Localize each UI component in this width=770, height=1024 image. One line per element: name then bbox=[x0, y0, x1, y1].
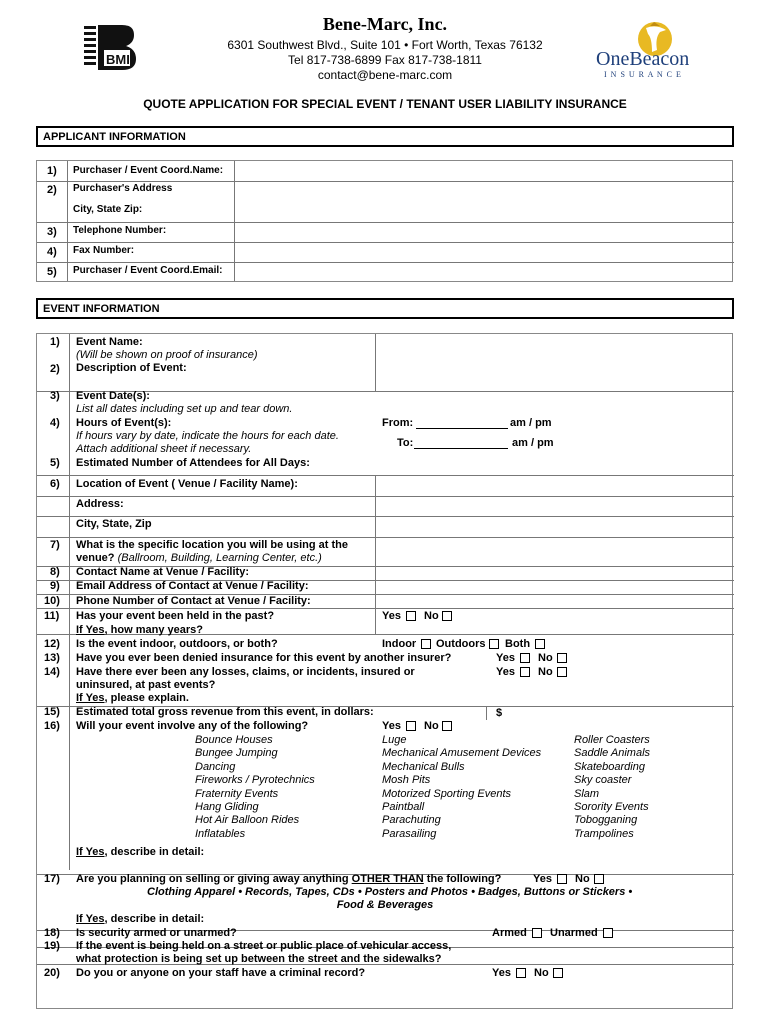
q8-label: Contact Name at Venue / Facility: bbox=[76, 566, 249, 578]
activity-item: Dancing bbox=[195, 760, 236, 773]
activity-item: Skateboarding bbox=[574, 760, 645, 773]
event-name-input[interactable] bbox=[376, 334, 732, 390]
q17-followup bbox=[76, 913, 204, 925]
q11-yes-label: Yes bbox=[382, 610, 401, 622]
activity-item: Mosh Pits bbox=[382, 774, 431, 787]
outdoors-label: Outdoors bbox=[436, 638, 486, 650]
q3-number: 3) bbox=[50, 390, 60, 402]
fax-input[interactable] bbox=[235, 242, 731, 261]
q20-yes-checkbox[interactable] bbox=[516, 968, 526, 978]
q7-label: What is the specific location you will be using at the bbox=[76, 539, 348, 551]
q14-no-checkbox[interactable] bbox=[557, 667, 567, 677]
q1-label: Event Name: bbox=[76, 336, 143, 348]
row-number: 4) bbox=[47, 246, 57, 258]
activity-item: Parachuting bbox=[382, 814, 441, 827]
activity-item: Paintball bbox=[382, 801, 425, 814]
both-label: Both bbox=[505, 638, 531, 650]
activity-item: Bounce Houses bbox=[195, 734, 273, 746]
applicant-heading: APPLICANT INFORMATION bbox=[36, 126, 734, 147]
q14-followup bbox=[76, 692, 189, 704]
q4-number: 4) bbox=[50, 417, 60, 429]
q11-no-checkbox[interactable] bbox=[442, 611, 452, 621]
q14-label-2: uninsured, at past events? bbox=[76, 679, 216, 691]
activity-item: Hang Gliding bbox=[195, 801, 259, 814]
q7-label-2 bbox=[76, 552, 322, 564]
q5-number: 5) bbox=[50, 457, 60, 469]
activity-item: Inflatables bbox=[195, 827, 246, 840]
indoor-checkbox[interactable] bbox=[421, 639, 431, 649]
q17-no-checkbox[interactable] bbox=[594, 874, 604, 884]
q19-label-2: what protection is being set up between the street and the sidewalks? bbox=[76, 953, 442, 965]
q16-followup bbox=[76, 846, 204, 858]
q18-label: Is security armed or unarmed? bbox=[76, 927, 237, 939]
to-label: To: bbox=[397, 437, 414, 449]
activities-col-3 bbox=[574, 734, 650, 841]
revenue-input[interactable] bbox=[505, 705, 731, 720]
q13-yes-label: Yes bbox=[496, 652, 515, 664]
q7-number: 7) bbox=[50, 539, 60, 551]
q14-followup-text: , please explain. bbox=[104, 692, 189, 704]
q4-note1: If hours vary by date, indicate the hours for each date. bbox=[76, 430, 339, 442]
q7-venue: venue? bbox=[76, 552, 115, 564]
activity-item: Mechanical Bulls bbox=[382, 760, 465, 773]
q17-label bbox=[76, 873, 501, 885]
q2-label: Description of Event: bbox=[76, 362, 187, 374]
activity-item: Luge bbox=[382, 734, 407, 746]
q17-other-than: OTHER THAN bbox=[351, 873, 424, 885]
q11-yes-checkbox[interactable] bbox=[406, 611, 416, 621]
activity-item: Saddle Animals bbox=[574, 747, 651, 760]
activity-item: Roller Coasters bbox=[574, 734, 650, 746]
q1-number: 1) bbox=[50, 336, 60, 348]
q17-number: 17) bbox=[44, 873, 60, 885]
from-label: From: bbox=[382, 417, 414, 429]
q20-label: Do you or anyone on your staff have a criminal record? bbox=[76, 967, 366, 979]
field-label: Fax Number: bbox=[73, 245, 135, 256]
q13-number: 13) bbox=[44, 652, 60, 664]
q13-yes-checkbox[interactable] bbox=[520, 653, 530, 663]
field-label: City, State Zip: bbox=[73, 204, 143, 215]
q7-note: (Ballroom, Building, Learning Center, etc.) bbox=[117, 552, 322, 564]
q8-number: 8) bbox=[50, 566, 60, 578]
indoor-label: Indoor bbox=[382, 638, 417, 650]
q16-label: Will your event involve any of the following? bbox=[76, 720, 309, 732]
q17-post: the following? bbox=[423, 873, 502, 885]
activities-col-1 bbox=[195, 734, 315, 841]
q10-number: 10) bbox=[44, 595, 60, 607]
q11-followup bbox=[76, 624, 203, 636]
q17-items-2: Food & Beverages bbox=[336, 899, 434, 911]
q3-label: Event Date(s): bbox=[76, 390, 150, 402]
q12-label: Is the event indoor, outdoors, or both? bbox=[76, 638, 278, 650]
field-label: Telephone Number: bbox=[73, 225, 167, 236]
q16-no-checkbox[interactable] bbox=[442, 721, 452, 731]
q15-label: Estimated total gross revenue from this event, in dollars: bbox=[76, 706, 374, 718]
revenue-dollar: $ bbox=[496, 707, 503, 719]
q4-label: Hours of Event(s): bbox=[76, 417, 172, 429]
q17-yes-checkbox[interactable] bbox=[557, 874, 567, 884]
to-ampm: am / pm bbox=[512, 437, 554, 449]
company-phone: Tel 817-738-6899 Fax 817-738-1811 bbox=[288, 53, 482, 67]
activity-item: Hot Air Balloon Rides bbox=[195, 814, 300, 827]
q17-yes-label: Yes bbox=[533, 873, 552, 885]
activity-item: Slam bbox=[574, 787, 600, 800]
field-label: Purchaser / Event Coord.Name: bbox=[73, 165, 224, 176]
q13-no-label: No bbox=[538, 652, 553, 664]
q17-no-label: No bbox=[575, 873, 590, 885]
q16-yes-checkbox[interactable] bbox=[406, 721, 416, 731]
q9-label: Email Address of Contact at Venue / Facility: bbox=[76, 580, 309, 592]
purchaser-city-input[interactable] bbox=[235, 201, 731, 221]
activity-item: Fraternity Events bbox=[195, 787, 279, 800]
q11-if-yes: If Yes bbox=[76, 624, 105, 636]
q14-number: 14) bbox=[44, 666, 60, 678]
activity-item: Mechanical Amusement Devices bbox=[382, 747, 542, 760]
q10-label: Phone Number of Contact at Venue / Facility: bbox=[76, 595, 311, 607]
q5-label: Estimated Number of Attendees for All Days: bbox=[76, 457, 310, 469]
q4-note2: Attach additional sheet if necessary. bbox=[76, 443, 252, 455]
company-address: 6301 Southwest Blvd., Suite 101 • Fort Worth, Texas 76132 bbox=[227, 38, 543, 52]
q14-yes-label: Yes bbox=[496, 666, 515, 678]
q20-no-checkbox[interactable] bbox=[553, 968, 563, 978]
q17-pre: Are you planning on selling or giving away anything bbox=[76, 873, 352, 885]
event-heading: EVENT INFORMATION bbox=[36, 298, 734, 319]
svg-text:BMI: BMI bbox=[106, 52, 130, 67]
q16-number: 16) bbox=[44, 720, 60, 732]
q14-if-yes: If Yes bbox=[76, 692, 105, 704]
q11-no-label: No bbox=[424, 610, 439, 622]
q3-note: List all dates including set up and tear down. bbox=[76, 403, 293, 415]
q19-label: If the event is being held on a street or public place of vehicular access, bbox=[76, 940, 452, 952]
purchaser-address-input[interactable] bbox=[235, 181, 731, 201]
outdoors-checkbox[interactable] bbox=[489, 639, 499, 649]
company-email: contact@bene-marc.com bbox=[317, 68, 453, 82]
row-number: 1) bbox=[47, 165, 57, 177]
row-number: 2) bbox=[47, 184, 57, 196]
q17-followup-text: , describe in detail: bbox=[104, 913, 205, 925]
activity-item: Motorized Sporting Events bbox=[382, 787, 512, 800]
q13-no-checkbox[interactable] bbox=[557, 653, 567, 663]
unarmed-label: Unarmed bbox=[550, 927, 598, 939]
activity-item: Sky coaster bbox=[574, 774, 632, 787]
company-name: Bene-Marc, Inc. bbox=[322, 14, 448, 34]
q20-no-label: No bbox=[534, 967, 549, 979]
q2-number: 2) bbox=[50, 363, 60, 375]
q13-label: Have you ever been denied insurance for this event by another insurer? bbox=[76, 652, 452, 664]
q20-yes-label: Yes bbox=[492, 967, 511, 979]
q6-city-label: City, State, Zip bbox=[76, 518, 152, 530]
q6-number: 6) bbox=[50, 478, 60, 490]
onebeacon-name: OneBeacon bbox=[596, 48, 690, 70]
q20-number: 20) bbox=[44, 967, 60, 979]
q11-followup-text: , how many years? bbox=[104, 624, 203, 636]
q6-label: Location of Event ( Venue / Facility Name): bbox=[76, 478, 298, 490]
q16-detail-input[interactable] bbox=[270, 844, 730, 872]
q6-address-label: Address: bbox=[76, 498, 124, 510]
onebeacon-sub: I N S U R A N C E bbox=[604, 70, 682, 79]
q16-yes-label: Yes bbox=[382, 720, 401, 732]
q18-number: 18) bbox=[44, 927, 60, 939]
activity-item: Bungee Jumping bbox=[195, 747, 278, 760]
q14-label: Have there ever been any losses, claims, or incidents, insured or bbox=[76, 666, 415, 678]
armed-checkbox[interactable] bbox=[532, 928, 542, 938]
q17-items: Clothing Apparel • Records, Tapes, CDs • Posters and Photos • Badges, Buttons or Stickers • bbox=[147, 886, 633, 898]
telephone-input[interactable] bbox=[235, 222, 731, 241]
q1-note: (Will be shown on proof of insurance) bbox=[76, 349, 258, 361]
q16-no-label: No bbox=[424, 720, 439, 732]
q11-label: Has your event been held in the past? bbox=[76, 610, 275, 622]
q11-number: 11) bbox=[44, 610, 60, 622]
activity-item: Fireworks / Pyrotechnics bbox=[195, 774, 315, 787]
to-time-input[interactable] bbox=[414, 448, 508, 449]
q16-if-yes: If Yes bbox=[76, 846, 105, 858]
q12-number: 12) bbox=[44, 638, 60, 650]
field-label: Purchaser / Event Coord.Email: bbox=[73, 265, 223, 276]
activity-item: Tobogganing bbox=[574, 814, 638, 827]
q19-input[interactable] bbox=[470, 947, 730, 962]
email-input[interactable] bbox=[235, 262, 731, 281]
activity-item: Trampolines bbox=[574, 827, 634, 840]
form-title: QUOTE APPLICATION FOR SPECIAL EVENT / TENANT USER LIABILITY INSURANCE bbox=[143, 97, 627, 111]
onebeacon-logo bbox=[594, 20, 724, 82]
purchaser-name-input[interactable] bbox=[235, 161, 731, 180]
q15-number: 15) bbox=[44, 706, 60, 718]
from-time-input[interactable] bbox=[416, 428, 508, 429]
row-number: 3) bbox=[47, 226, 57, 238]
activity-item: Parasailing bbox=[382, 827, 437, 840]
q19-number: 19) bbox=[44, 940, 60, 952]
q16-followup-text: , describe in detail: bbox=[104, 846, 205, 858]
activities-col-2 bbox=[382, 734, 541, 841]
q14-no-label: No bbox=[538, 666, 553, 678]
activity-item: Sorority Events bbox=[574, 801, 649, 814]
q14-yes-checkbox[interactable] bbox=[520, 667, 530, 677]
both-checkbox[interactable] bbox=[535, 639, 545, 649]
from-ampm: am / pm bbox=[510, 417, 552, 429]
unarmed-checkbox[interactable] bbox=[603, 928, 613, 938]
field-label: Purchaser's Address bbox=[73, 183, 173, 194]
armed-label: Armed bbox=[492, 927, 527, 939]
row-number: 5) bbox=[47, 266, 57, 278]
q17-if-yes: If Yes bbox=[76, 913, 105, 925]
q9-number: 9) bbox=[50, 580, 60, 592]
